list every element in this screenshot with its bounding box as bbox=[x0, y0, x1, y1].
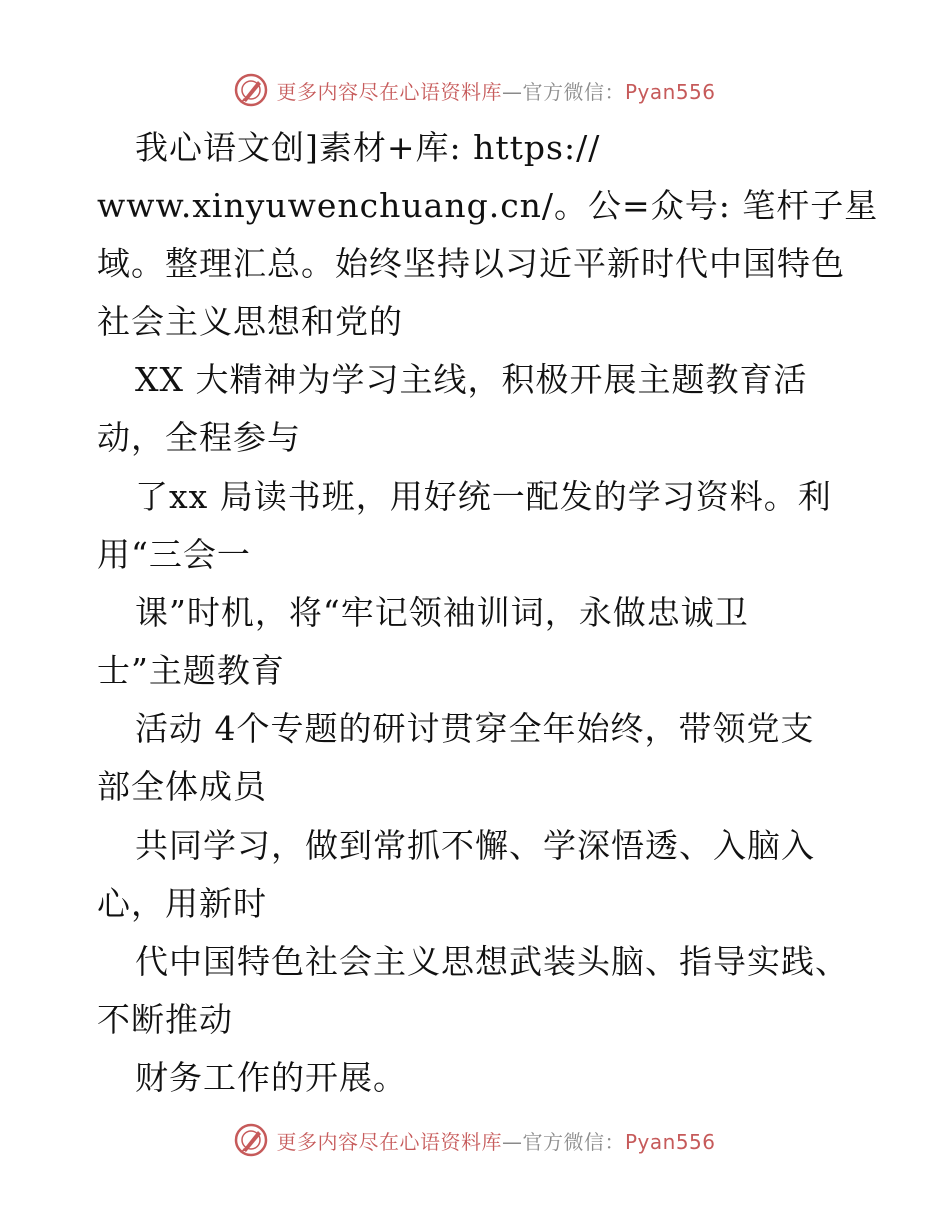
paragraph-line: XX 大精神为学习主线，积极开展主题教育活 bbox=[135, 360, 808, 399]
paragraph-line: 代中国特色社会主义思想武装头脑、指导实践、 bbox=[135, 942, 849, 981]
paragraph-line: 共同学习，做到常抓不懈、学深悟透、入脑入 bbox=[135, 826, 815, 865]
paragraph-line: 动，全程参与 bbox=[97, 418, 301, 457]
paragraph-line: 活动 4个专题的研讨贯穿全年始终，带领党支 bbox=[135, 709, 815, 748]
paragraph-line: www.xinyuwenchuang.cn/。公=众号: 笔杆子星 bbox=[97, 186, 879, 225]
footer-banner-main: 更多内容尽在心语资料库 bbox=[276, 1129, 502, 1154]
header-banner-main: 更多内容尽在心语资料库 bbox=[276, 79, 502, 104]
paragraph-line: 用“三会一 bbox=[97, 535, 251, 574]
pen-seal-logo-icon bbox=[234, 1123, 268, 1157]
paragraph-line: 心，用新时 bbox=[97, 884, 267, 923]
paragraph-line: 部全体成员 bbox=[97, 767, 267, 806]
paragraph-line: 了xx 局读书班，用好统一配发的学习资料。利 bbox=[135, 477, 832, 516]
paragraph-line: 财务工作的开展。 bbox=[135, 1058, 407, 1097]
footer-banner-text bbox=[276, 1126, 715, 1155]
paragraph-line: 我心语文创]素材+库: https:// bbox=[135, 128, 601, 167]
paragraph-line: 域。整理汇总。始终坚持以习近平新时代中国特色 bbox=[97, 244, 845, 283]
paragraph-line: 课”时机，将“牢记领袖训词，永做忠诚卫 bbox=[135, 593, 749, 632]
footer-banner-sep: —官方微信： bbox=[501, 1129, 625, 1154]
footer-banner bbox=[0, 1120, 950, 1160]
footer-banner-id: Pyan556 bbox=[624, 1129, 716, 1154]
paragraph-line: 社会主义思想和党的 bbox=[97, 302, 403, 341]
header-banner-id: Pyan556 bbox=[624, 79, 716, 104]
paragraph-line: 士”主题教育 bbox=[97, 651, 285, 690]
paragraph-line: 不断推动 bbox=[97, 1000, 233, 1039]
header-banner-sep: —官方微信： bbox=[501, 79, 625, 104]
